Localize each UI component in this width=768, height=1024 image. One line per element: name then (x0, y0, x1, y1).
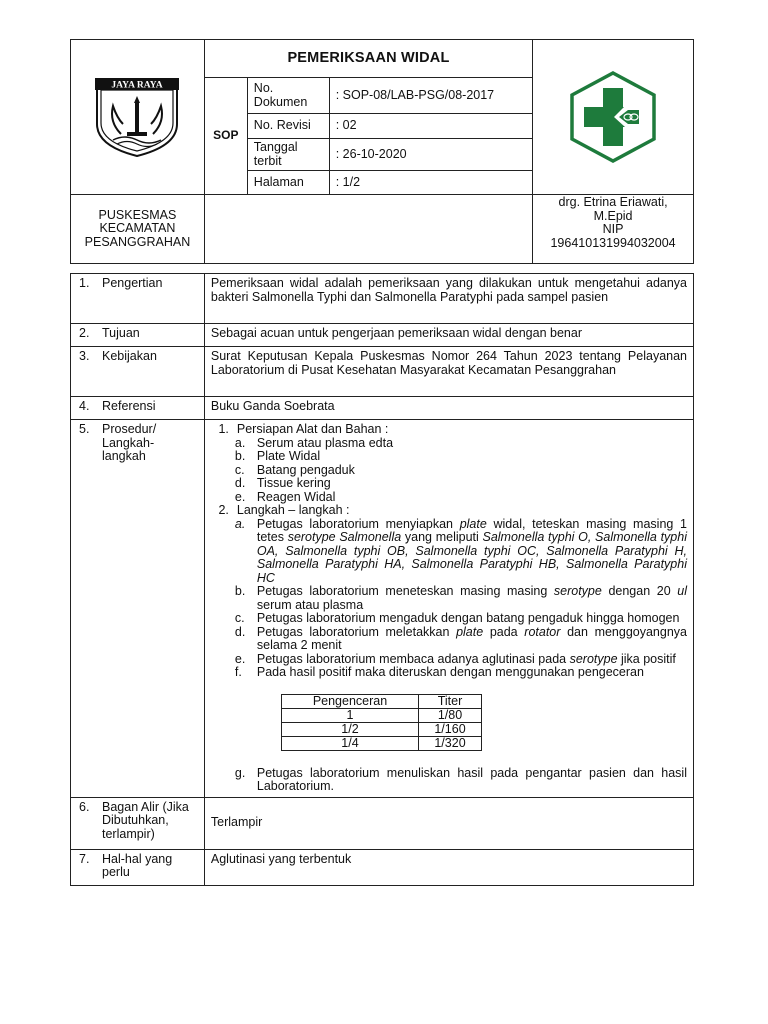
table-row (281, 694, 481, 708)
revision-label: No. Revisi (247, 114, 329, 139)
dilution-header: Pengenceran (281, 694, 418, 708)
sop-label: SOP (204, 78, 247, 195)
table-row: 5. Prosedur/ Langkah-langkah 1. Persiapan Alat dan Bahan : a. Serum atau plasma edta b. Plate Widal c. Batang pengaduk d. Tissue kering e. Reagen Widal 2. Langkah – langkah : a. Petugas laboratorium menyiapkan plate widal, teteskan masing masing 1 tetes serotype Salmonella yang meliputi Salmonella typhi O, Salmonella typhi OA, Salmonella typhi OB, Salmonella typhi OC, Salmonella Paratyphi H, Salmonella Paratyphi HA, Salmonella Paratyphi HB, Salmonella Paratyphi HC b. Petugas laboratorium meneteskan masing masing serotype dengan 20 ul serum atau plasma c. Petugas laboratorium mengaduk dengan batang pengaduk hingga homogen d. Petugas laboratorium meletakkan plate pada rotator dan menggoyangnya selama 2 menit e. Petugas laboratorium membaca adanya aglutinasi pada serotype jika positif f. Pada hasil positif maka diteruskan dengan menggunakan pengeceran Pengenceran Titer 1 1/80 1/2 1/160 1/4 1/320 g. Petugas laboratorium menuliskan hasil pada pengantar pasien dan hasil Laboratorium. (71, 420, 694, 798)
revision-value: : 02 (329, 114, 532, 139)
signatory: drg. Etrina Eriawati, M.Epid NIP 196410131994032004 (533, 195, 694, 264)
sop-content-table (70, 273, 694, 886)
list-item: g. Petugas laboratorium menuliskan hasil pada pengantar pasien dan hasil Laboratorium. (234, 765, 687, 793)
persiapan-heading: 1. Persiapan Alat dan Bahan : (218, 422, 389, 436)
list-item: c. Petugas laboratorium mengaduk dengan batang pengaduk hingga homogen (234, 611, 680, 625)
page-label: Halaman (247, 171, 329, 195)
table-row: 3. Kebijakan Surat Keputusan Kepala Puskesmas Nomor 264 Tahun 2023 tentang Pelayanan Laboratorium di Pusat Kesehatan Masyarakat Kecamatan Pesanggrahan (71, 347, 694, 397)
health-logo-cell (533, 40, 694, 195)
dilution-table (281, 694, 482, 751)
section-body-prosedur (204, 420, 693, 798)
jaya-raya-emblem-icon (91, 76, 183, 158)
section-label-referensi: Referensi (102, 399, 156, 413)
section-text-kebijakan: Surat Keputusan Kepala Puskesmas Nomor 264 Tahun 2023 tentang Pelayanan Laboratorium di Pusat Kesehatan Masyarakat Kecamatan Pesanggrahan (204, 347, 693, 397)
svg-text:JAYA RAYA: JAYA RAYA (111, 80, 164, 91)
table-row: 4. Referensi Buku Ganda Soebrata (71, 397, 694, 420)
section-label-prosedur: Prosedur/ Langkah-langkah (102, 422, 157, 463)
document-title: PEMERIKSAAN WIDAL (204, 40, 532, 78)
section-label-pengertian: Pengertian (102, 276, 163, 290)
list-item: d. Tissue kering (234, 476, 331, 490)
list-item: a. Serum atau plasma edta (234, 435, 394, 450)
signature-area (204, 195, 532, 264)
list-item: d. Petugas laboratorium meletakkan plate pada rotator dan menggoyangnya selama 2 menit (234, 624, 687, 652)
list-item: e. Petugas laboratorium membaca adanya aglutinasi pada serotype jika positif (234, 651, 676, 666)
section-text-referensi: Buku Ganda Soebrata (204, 397, 693, 420)
doc-number-label: No. Dokumen (247, 78, 329, 114)
list-item: b. Plate Widal (234, 449, 321, 463)
section-label-hal: Hal-hal yang perlu (102, 851, 173, 879)
table-row: 1 1/80 (281, 708, 481, 722)
sop-header-table (70, 39, 694, 264)
list-item: b. Petugas laboratorium meneteskan masing masing serotype dengan 20 ul serum atau plasma (234, 584, 687, 612)
section-text-bagan: Terlampir (204, 797, 693, 849)
langkah-heading: 2. Langkah – langkah : (218, 503, 350, 517)
table-row: 7. Hal-hal yang perlu Aglutinasi yang terbentuk (71, 849, 694, 885)
section-text-hal: Aglutinasi yang terbentuk (204, 849, 693, 885)
issue-date-label: Tanggal terbit (247, 139, 329, 171)
list-item: a. Petugas laboratorium menyiapkan plate widal, teteskan masing masing 1 tetes serotype Salmonella yang meliputi Salmonella typhi O, Salmonella typhi OA, Salmonella typhi OB, Salmonella typhi OC, Salmonella Paratyphi H, Salmonella Paratyphi HA, Salmonella Paratyphi HB, Salmonella Paratyphi HC (234, 516, 687, 585)
titer-header: Titer (419, 694, 482, 708)
list-item: f. Pada hasil positif maka diteruskan dengan menggunakan pengeceran (234, 665, 644, 679)
table-row: 1. Pengertian Pemeriksaan widal adalah pemeriksaan yang dilakukan untuk mengetahui adanya bakteri Salmonella Typhi dan Salmonella Paratyphi pada sampel pasien (71, 274, 694, 324)
section-label-tujuan: Tujuan (102, 326, 140, 340)
section-label-bagan: Bagan Alir (Jika Dibutuhkan, terlampir) (102, 799, 189, 841)
page-value: : 1/2 (329, 171, 532, 195)
section-text-pengertian: Pemeriksaan widal adalah pemeriksaan yang dilakukan untuk mengetahui adanya bakteri Salmonella Typhi dan Salmonella Paratyphi pada sampel pasien (204, 274, 693, 324)
section-text-tujuan: Sebagai acuan untuk pengerjaan pemeriksaan widal dengan benar (204, 324, 693, 347)
issue-date-value: : 26-10-2020 (329, 139, 532, 171)
table-row: 1/4 1/320 (281, 736, 481, 750)
list-item: e. Reagen Widal (234, 489, 336, 504)
table-row: 6. Bagan Alir (Jika Dibutuhkan, terlampir) Terlampir (71, 797, 694, 849)
doc-number-value: : SOP-08/LAB-PSG/08-2017 (329, 78, 532, 114)
list-item: c. Batang pengaduk (234, 462, 355, 477)
table-row: 1/2 1/160 (281, 722, 481, 736)
institution-name: PUSKESMAS KECAMATAN PESANGGRAHAN (71, 195, 205, 264)
table-row: 2. Tujuan Sebagai acuan untuk pengerjaan pemeriksaan widal dengan benar (71, 324, 694, 347)
section-label-kebijakan: Kebijakan (102, 349, 157, 363)
regional-logo-cell (71, 40, 205, 195)
puskesmas-logo-icon (567, 70, 659, 164)
